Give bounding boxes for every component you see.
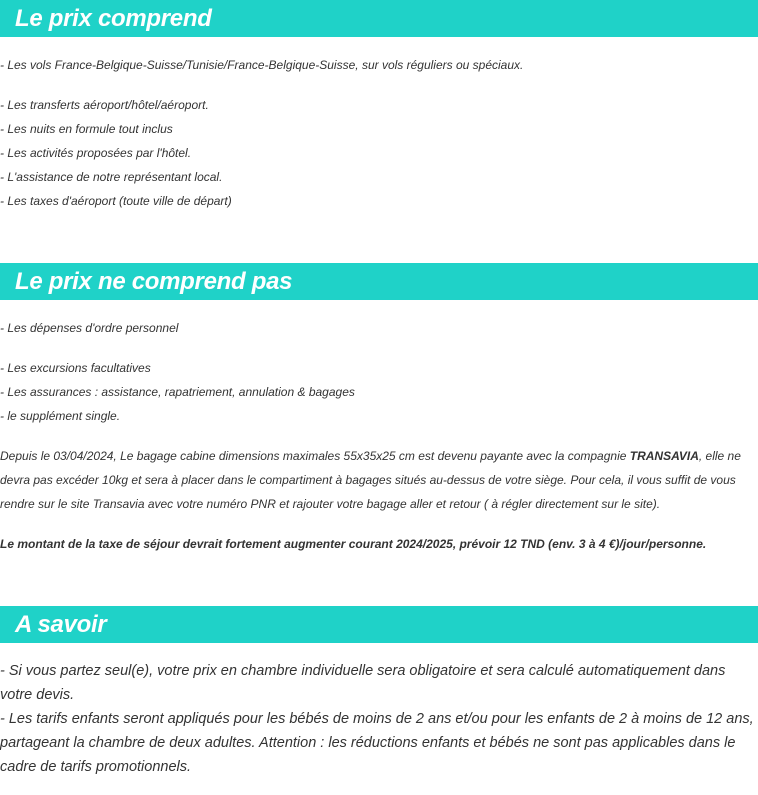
list-item: - le supplément single. [0,409,121,423]
included-section-header [0,0,758,37]
info-section-header [0,606,758,643]
not-included-list [0,316,756,556]
info-list [0,659,756,779]
list-item: - Les tarifs enfants seront appliqués pour les bébés de moins de 2 ans et/ou pour les enfants de 2 à moins de 12 ans, partageant la chambre de deux adultes. Attention : les réductions enfants et bébés ne sont pas applicables dans le cadre de tarifs promotionnels. [0,711,754,775]
list-item: - Si vous partez seul(e), votre prix en chambre individuelle sera obligatoire et sera calculé automatiquement dans votre devis. [0,663,726,703]
included-list [0,53,756,213]
list-item: - Les activités proposées par l'hôtel. [0,146,192,160]
included-section-title: Le prix comprend [15,5,212,32]
list-item: - Les dépenses d'ordre personnel [0,321,179,335]
baggage-note-text-continued: , elle ne devra pas excéder 10kg et sera à placer dans le compartiment à bagages situés au-dessus de votre siège. Pour cela, il vous suffit de vous rendre sur le site Transavia avec votre numéro PNR et rajouter votre bagage aller et retour ( à régler directement sur le site). [0,449,741,511]
not-included-section-title: Le prix ne comprend pas [15,268,293,295]
tax-note-text: Le montant de la taxe de séjour devrait fortement augmenter courant 2024/2025, prévoir 12 TND (env. 3 à 4 €)/jour/personne. [0,537,707,551]
list-item: - Les assurances : assistance, rapatriement, annulation & bagages [0,385,355,399]
list-item: - Les nuits en formule tout inclus [0,122,173,136]
baggage-note [0,444,756,516]
tax-note [0,532,756,556]
info-section-title: A savoir [15,611,107,638]
list-item: - Les taxes d'aéroport (toute ville de départ) [0,194,232,208]
list-item: - Les transferts aéroport/hôtel/aéroport. [0,98,209,112]
airline-name: TRANSAVIA [629,449,699,463]
list-item: - Les excursions facultatives [0,361,151,375]
not-included-section-header [0,263,758,300]
list-item: - Les vols France-Belgique-Suisse/Tunisie/France-Belgique-Suisse, sur vols réguliers ou spéciaux. [0,58,524,72]
baggage-note-text: Depuis le 03/04/2024, Le bagage cabine dimensions maximales 55x35x25 cm est devenu payante avec la compagnie [0,449,630,463]
list-item: - L'assistance de notre représentant local. [0,170,223,184]
